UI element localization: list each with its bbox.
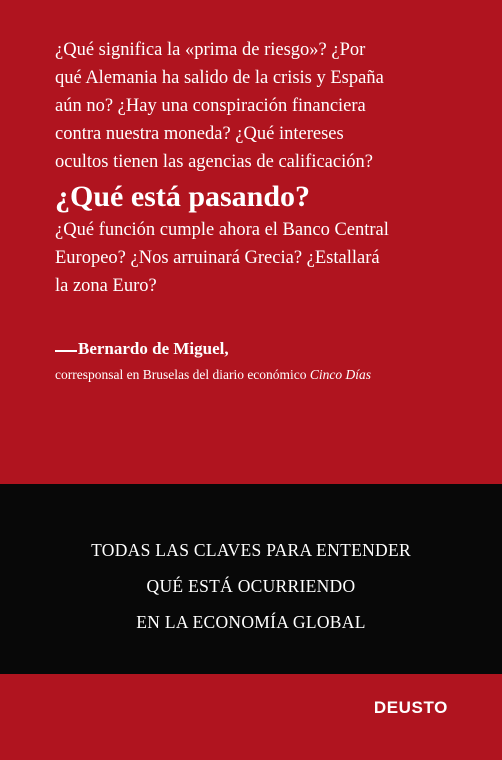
blurb-line: ocultos tienen las agencias de calificación? [55, 152, 373, 172]
blurb-line: qué Alemania ha salido de la crisis y España [55, 68, 384, 88]
tagline-line: QUÉ ESTÁ OCURRIENDO [146, 576, 356, 596]
author-role-text: corresponsal en Bruselas del diario económico [55, 367, 310, 382]
blurb-line: ¿Qué significa la «prima de riesgo»? ¿Por [55, 40, 366, 60]
tagline-line: TODAS LAS CLAVES PARA ENTENDER [91, 540, 411, 560]
cover-blurb [55, 36, 460, 300]
author-name: Bernardo de Miguel, [78, 339, 229, 358]
tagline-band [0, 484, 502, 674]
blurb-line: aún no? ¿Hay una conspiración financiera [55, 96, 366, 116]
author-attribution [55, 338, 229, 360]
tagline-line: EN LA ECONOMÍA GLOBAL [136, 612, 366, 632]
blurb-line: la zona Euro? [55, 276, 157, 296]
blurb-line: contra nuestra moneda? ¿Qué intereses [55, 124, 344, 144]
blurb-line: Europeo? ¿Nos arruinará Grecia? ¿Estallará [55, 248, 380, 268]
publisher-logo: DEUSTO [373, 698, 448, 717]
author-publication: Cinco Días [309, 367, 372, 382]
blurb-headline: ¿Qué está pasando? [55, 180, 311, 213]
author-role [55, 366, 371, 384]
blurb-line: ¿Qué función cumple ahora el Banco Central [55, 220, 389, 240]
tagline [0, 532, 502, 640]
attribution-dash [55, 350, 77, 352]
bottom-section [0, 674, 502, 760]
